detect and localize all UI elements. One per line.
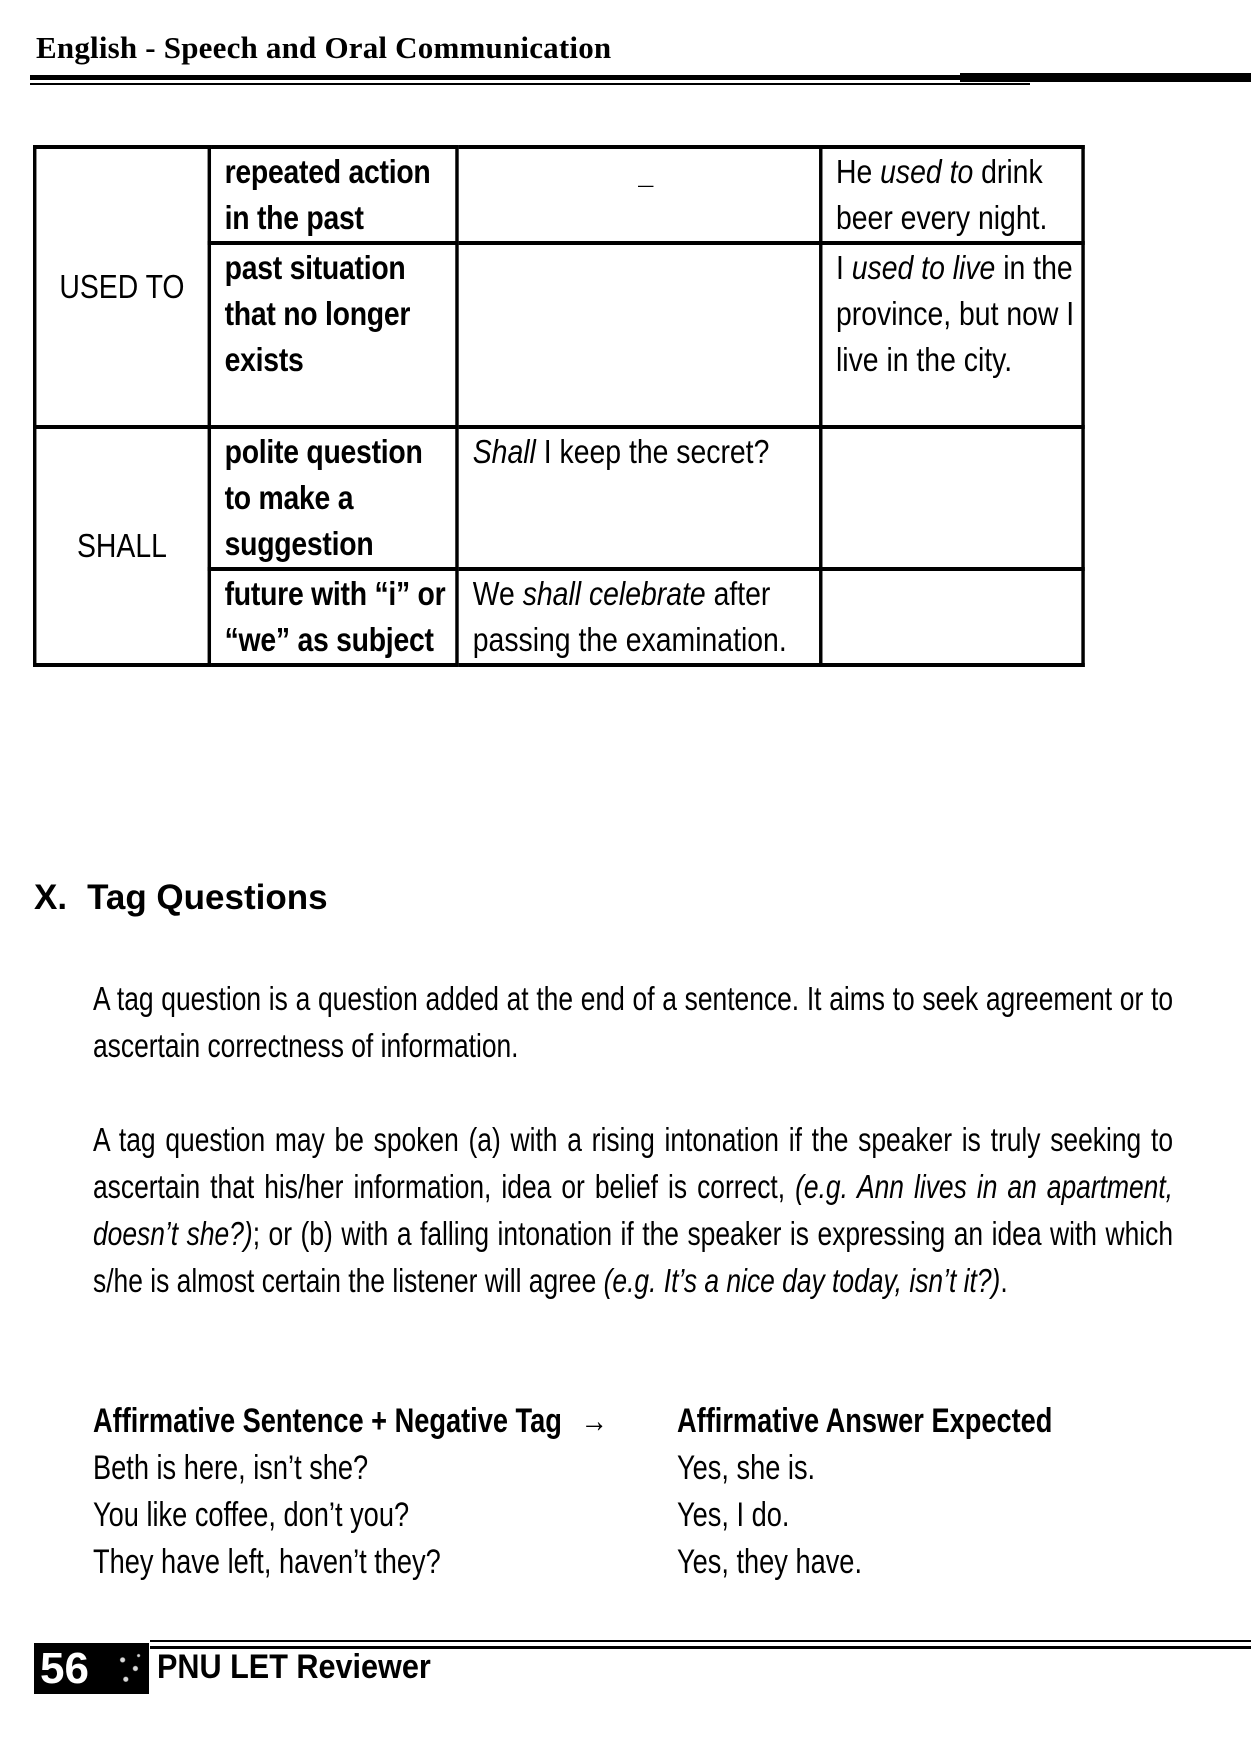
header-rule-thin xyxy=(30,83,1030,85)
example-falling: (e.g. It’s a nice day today, isn’t it?) xyxy=(603,1262,1001,1299)
use-cell: past situation that no longer exists xyxy=(209,243,457,427)
header-left xyxy=(93,1398,677,1445)
modals-table xyxy=(33,145,1085,667)
tag-example-row xyxy=(93,1445,1052,1492)
paragraph-text: ; or (b) with a falling intonation if the speaker is expressing an idea with which s/he is almost certain the listener will agree xyxy=(93,1215,1173,1299)
section-title: Tag Questions xyxy=(87,878,328,917)
example-text: I xyxy=(835,249,852,286)
expected-answer: Yes, I do. xyxy=(677,1496,790,1534)
page-number-badge xyxy=(34,1643,149,1694)
header-left-text: Affirmative Sentence + Negative Tag xyxy=(93,1402,562,1440)
tag-example-row xyxy=(93,1539,1052,1586)
example-text: We xyxy=(472,575,523,612)
book-title: PNU LET Reviewer xyxy=(157,1648,431,1686)
running-header-title: English - Speech and Oral Communication xyxy=(36,30,612,65)
example-emphasis: used to live xyxy=(851,249,996,286)
badge-texture-decoration xyxy=(113,1647,145,1690)
arrow-right-icon: → xyxy=(580,1402,608,1440)
example-emphasis: Shall xyxy=(472,433,536,470)
table-row xyxy=(35,147,1083,243)
tag-example-row xyxy=(93,1492,1052,1539)
example-cell xyxy=(457,427,820,569)
example-cell xyxy=(457,147,820,243)
modal-verb-cell: SHALL xyxy=(35,427,209,665)
paragraph-text: . xyxy=(1000,1262,1008,1299)
paragraph-definition: A tag question is a question added at the end of a sentence. It aims to seek agreement or to ascertain correctness of information. xyxy=(93,980,1173,1064)
example-cell xyxy=(821,569,1084,665)
empty-dash: — xyxy=(638,175,654,195)
example-cell xyxy=(821,243,1084,427)
tag-question: You like coffee, don’t you? xyxy=(93,1496,410,1534)
example-cell xyxy=(821,147,1084,243)
expected-answer: Yes, they have. xyxy=(677,1543,862,1581)
table-row xyxy=(35,427,1083,569)
example-rising: (e.g. Ann lives in an apartment, doesn’t she?) xyxy=(93,1168,1173,1252)
header-rule-thick xyxy=(960,73,1251,82)
paragraph-intonation xyxy=(93,1116,1173,1304)
page-number: 56 xyxy=(40,1644,89,1693)
tag-question: Beth is here, isn’t she? xyxy=(93,1449,369,1487)
example-text: drink beer every night. xyxy=(835,153,1048,236)
example-text: after passing the examination. xyxy=(472,575,787,658)
tag-table-header xyxy=(93,1398,1052,1445)
example-text: I keep the secret? xyxy=(535,433,770,470)
expected-answer: Yes, she is. xyxy=(677,1449,816,1487)
example-cell xyxy=(821,427,1084,569)
footer-rule xyxy=(150,1640,1251,1642)
use-cell: future with “i” or “we” as subject xyxy=(209,569,457,665)
example-text: in the province, but now I live in the city. xyxy=(835,249,1075,378)
use-cell: polite question to make a suggestion xyxy=(209,427,457,569)
tag-question-examples xyxy=(93,1398,1052,1586)
tag-question: They have left, haven’t they? xyxy=(93,1543,441,1581)
example-emphasis: used to xyxy=(880,153,974,190)
example-cell xyxy=(457,243,820,427)
example-text: He xyxy=(835,153,881,190)
example-emphasis: shall celebrate xyxy=(522,575,706,612)
paragraph-text: A tag question may be spoken (a) with a rising intonation if the speaker is truly seeking to ascertain that his/her information, idea or belief is correct, xyxy=(93,1121,1173,1205)
use-cell: repeated action in the past xyxy=(209,147,457,243)
header-right: Affirmative Answer Expected xyxy=(677,1402,1053,1440)
modal-verb-cell: USED TO xyxy=(35,147,209,427)
section-heading xyxy=(34,878,328,918)
example-cell xyxy=(457,569,820,665)
section-number: X. xyxy=(34,878,68,917)
